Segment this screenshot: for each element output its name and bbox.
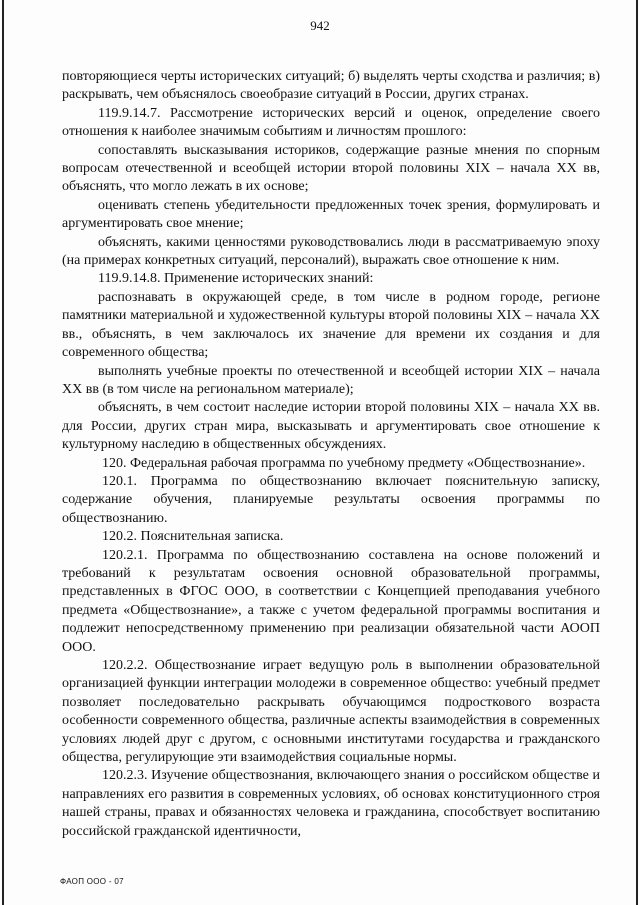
section-heading: 120.2. Пояснительная записка. xyxy=(102,529,284,545)
paragraph: оценивать степень убедительности предложенных точек зрения, формулировать и аргументировать свое мнение; xyxy=(62,197,600,232)
paragraph: 119.9.14.7. Рассмотрение исторических версий и оценок, определение своего отношения к наиболее значимым событиям и личностям прошлого: xyxy=(62,105,600,140)
paragraph: сопоставлять высказывания историков, содержащие разные мнения по спорным вопросам отечественной и всеобщей истории второй половины XIX – начала XX вв, объяснять, что могло лежать в их основе; xyxy=(62,142,600,195)
paragraph: распознавать в окружающей среде, в том числе в родном городе, регионе памятники материальной и художественной культуры второй половины XIX – начала XX вв., объяснять, в чем заключалось их значение для времени их создания и для современного общества; xyxy=(62,289,600,361)
paragraph: 119.9.14.8. Применение исторических знаний: xyxy=(98,271,374,287)
paragraph: повторяющиеся черты исторических ситуаций; б) выделять черты сходства и различия; в) раскрывать, чем объяснялось своеобразие ситуаций в России, других странах. xyxy=(62,69,600,103)
page-number: 942 xyxy=(310,18,330,33)
right-scan-border xyxy=(636,0,638,905)
paragraph: объяснять, в чем состоит наследие истории второй половины XIX – начала XX вв. для России, других стран мира, высказывать и аргументировать свое отношение к культурному наследию в общественных обсуждениях. xyxy=(62,400,600,453)
body-text xyxy=(62,68,600,841)
paragraph: 120.2.2. Обществознание играет ведущую роль в выполнении образовательной организацией функции интеграции молодежи в современное общество: учебный предмет позволяет последовательно раскрывать обучающимся подросткового возраста особенности современного общества, различные аспекты взаимодействия в современных условиях людей друг с другом, с основными институтами государства и гражданского общества, регулирующие эти взаимодействия социальные нормы. xyxy=(62,658,600,766)
paragraph: 120.2.3. Изучение обществознания, включающего знания о российском обществе и направлениях его развития в современных условиях, об основах конституционного строя нашей страны, правах и обязанностях человека и гражданина, способствует воспитанию российской гражданской идентичности, xyxy=(62,768,600,839)
footer-code: ФАОП ООО - 07 xyxy=(60,877,124,886)
section-heading: 120. Федеральная рабочая программа по учебному предмету «Обществознание». xyxy=(102,455,586,471)
left-scan-border xyxy=(2,0,4,905)
paragraph: выполнять учебные проекты по отечественной и всеобщей истории XIX – начала XX вв (в том числе на региональном материале); xyxy=(62,363,600,397)
paragraph: 120.2.1. Программа по обществознанию составлена на основе положений и требований к результатам освоения основной образовательной программы, представленных в ФГОС ООО, в соответствии с Концепцией преподавания учебного предмета «Обществознание», а также с учетом федеральной программы воспитания и подлежит непосредственному применению при реализации обязательной части АООП ООО. xyxy=(62,547,600,655)
paragraph: 120.1. Программа по обществознанию включает пояснительную записку, содержание обучения, планируемые результаты освоения программы по обществознанию. xyxy=(62,473,600,526)
paragraph: объяснять, какими ценностями руководствовались люди в рассматриваемую эпоху (на примерах конкретных ситуаций, персоналий), выражать свое отношение к ним. xyxy=(62,234,600,269)
